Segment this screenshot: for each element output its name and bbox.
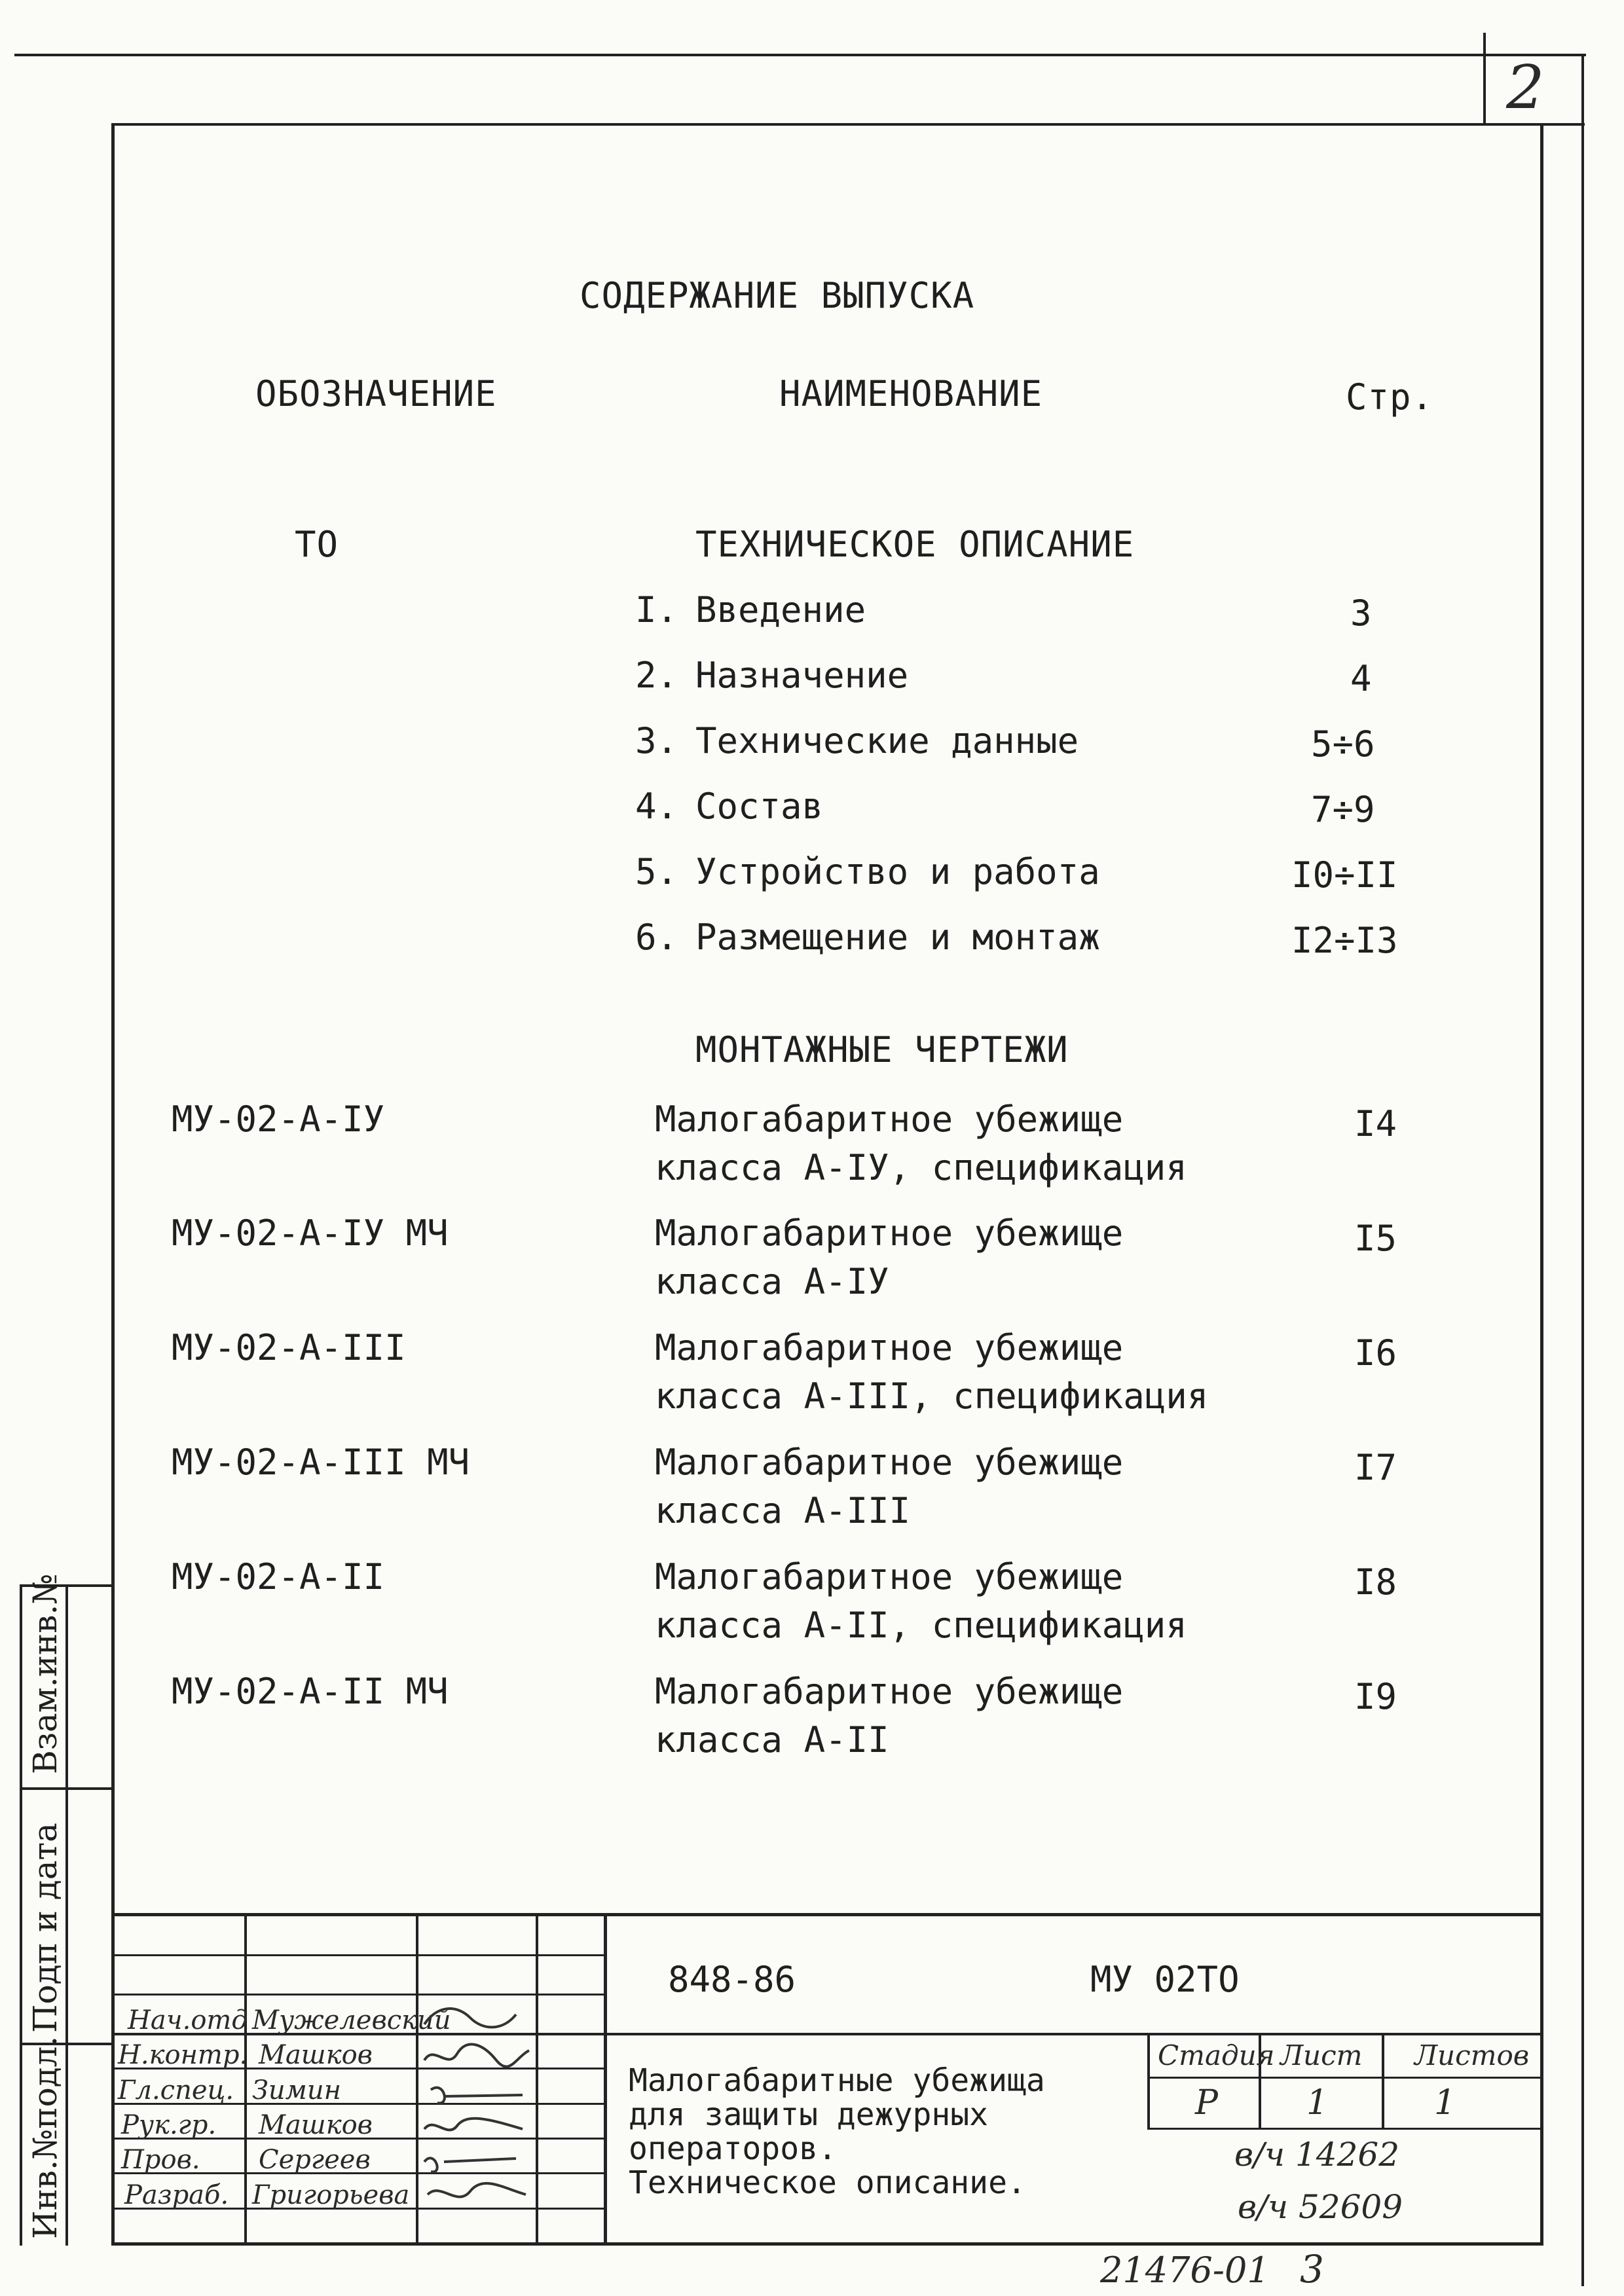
sheets-label: Листов xyxy=(1414,2039,1530,2071)
role-name: Мужелевский xyxy=(252,2005,451,2035)
tb-grid-h2 xyxy=(111,1994,604,1995)
drawing-page: I5 xyxy=(1354,1218,1397,1259)
drawing-page: I7 xyxy=(1354,1447,1397,1488)
stage-grid-v3 xyxy=(1382,2033,1384,2130)
list-item-page: I0÷II xyxy=(1291,854,1398,896)
sheet-label: Лист xyxy=(1280,2039,1363,2071)
doc-title-line4: Техническое описание. xyxy=(629,2164,1026,2201)
role-name: Григорьева xyxy=(252,2180,410,2210)
role-label: Нач.отд xyxy=(128,2005,248,2035)
list-item-number: 4. xyxy=(635,786,678,827)
side-stamp-sep-1 xyxy=(20,1787,115,1790)
role-name: Сергеев xyxy=(259,2145,371,2175)
page-title: СОДЕРЖАНИЕ ВЫПУСКА xyxy=(580,275,975,316)
drawing-name-line2: класса А-II xyxy=(655,1719,889,1760)
list-item-number: 5. xyxy=(635,851,678,892)
tb-mid-horizontal xyxy=(604,2033,1543,2035)
section2-title: МОНТАЖНЫЕ ЧЕРТЕЖИ xyxy=(695,1029,1069,1070)
list-item-label: Введение xyxy=(695,589,866,630)
drawing-code: МУ-02-А-II МЧ xyxy=(172,1671,449,1712)
stage-label: Стадия xyxy=(1158,2039,1275,2071)
header-name: НАИМЕНОВАНИЕ xyxy=(779,373,1043,414)
drawing-name-line1: Малогабаритное убежище xyxy=(655,1327,1124,1368)
inventory-number-1: в/ч 14262 xyxy=(1234,2136,1400,2174)
drawing-code: МУ-02-А-II xyxy=(172,1556,385,1597)
tb-main-vertical xyxy=(604,1913,607,2244)
list-item-number: 3. xyxy=(635,720,678,761)
inventory-number-2: в/ч 52609 xyxy=(1238,2188,1403,2226)
top-border xyxy=(14,54,1586,56)
role-label: Н.контр. xyxy=(118,2040,248,2070)
role-label: Рук.гр. xyxy=(121,2110,217,2140)
header-page: Стр. xyxy=(1346,376,1434,418)
list-item-page: 5÷6 xyxy=(1311,723,1375,765)
drawing-name-line2: класса А-II, спецификация xyxy=(655,1605,1187,1646)
list-item-number: 6. xyxy=(635,917,678,958)
drawing-name-line2: класса А-IУ, спецификация xyxy=(655,1147,1187,1188)
drawing-code: МУ-02-А-III МЧ xyxy=(172,1442,470,1483)
side-label-inv: Инв.№подл. xyxy=(26,2035,64,2239)
drawing-name-line1: Малогабаритное убежище xyxy=(655,1442,1124,1483)
list-item-label: Состав xyxy=(695,786,824,827)
list-item-page: I2÷I3 xyxy=(1291,920,1398,961)
sheet-value: 1 xyxy=(1306,2083,1329,2123)
drawing-name-line1: Малогабаритное убежище xyxy=(655,1556,1124,1597)
list-item-label: Технические данные xyxy=(695,720,1079,761)
tb-bottom xyxy=(111,2242,1543,2246)
left-border xyxy=(111,124,115,2246)
list-item-label: Назначение xyxy=(695,655,909,696)
signatures xyxy=(418,1998,536,2214)
role-label: Гл.спец. xyxy=(118,2075,234,2105)
drawing-page: I6 xyxy=(1354,1332,1397,1374)
list-item-label: Размещение и монтаж xyxy=(695,917,1100,958)
tb-grid-h1 xyxy=(111,1954,604,1956)
sheet-box-left xyxy=(1483,33,1486,124)
side-label-vzam: Взам.инв.№ xyxy=(26,1573,64,1774)
header-designation: ОБОЗНАЧЕНИЕ xyxy=(255,373,497,414)
tb-grid-v1 xyxy=(244,1913,247,2244)
drawing-code: МУ-02-А-IУ МЧ xyxy=(172,1212,449,1254)
sheet-number: 2 xyxy=(1506,52,1545,122)
drawing-name-line1: Малогабаритное убежище xyxy=(655,1099,1124,1140)
inner-top-border xyxy=(111,123,1545,126)
stage-value: Р xyxy=(1195,2083,1218,2123)
sheet-box-bottom xyxy=(1483,123,1585,126)
drawing-name-line2: класса А-IУ xyxy=(655,1261,889,1302)
role-name: Зимин xyxy=(252,2075,341,2105)
doc-title-line3: операторов. xyxy=(629,2130,837,2167)
role-label: Разраб. xyxy=(124,2180,229,2210)
sheets-value: 1 xyxy=(1434,2083,1456,2123)
section1-title: ТЕХНИЧЕСКОЕ ОПИСАНИЕ xyxy=(695,524,1135,565)
footer-page: 3 xyxy=(1300,2247,1324,2291)
footer-code: 21476-01 xyxy=(1100,2250,1270,2291)
drawing-page: I8 xyxy=(1354,1561,1397,1603)
project-number: 848-86 xyxy=(668,1959,796,2000)
section1-code: ТО xyxy=(295,524,339,565)
drawing-page: I4 xyxy=(1354,1103,1397,1144)
right-border xyxy=(1540,123,1543,2244)
drawing-code: МУ-02-А-III xyxy=(172,1327,406,1368)
list-item-label: Устройство и работа xyxy=(695,851,1100,892)
side-label-podp: Подп и дата xyxy=(26,1823,64,2033)
document-code: МУ 02ТО xyxy=(1090,1959,1240,2000)
list-item-page: 4 xyxy=(1350,658,1372,699)
drawing-name-line2: класса А-III xyxy=(655,1490,911,1531)
drawing-name-line1: Малогабаритное убежище xyxy=(655,1212,1124,1254)
stage-grid-h1 xyxy=(1147,2077,1543,2079)
far-right-border xyxy=(1581,54,1584,2286)
doc-title-line1: Малогабаритные убежища xyxy=(629,2062,1045,2099)
role-name: Машков xyxy=(259,2110,373,2140)
drawing-name-line2: класса А-III, спецификация xyxy=(655,1376,1209,1417)
tb-top xyxy=(111,1913,1543,1916)
side-stamp-divider xyxy=(65,1584,68,2246)
role-label: Пров. xyxy=(121,2145,200,2175)
role-name: Машков xyxy=(259,2040,373,2070)
doc-title-line2: для защиты дежурных xyxy=(629,2096,989,2133)
tb-grid-v3 xyxy=(536,1913,538,2244)
list-item-page: 7÷9 xyxy=(1311,789,1375,830)
list-item-number: 2. xyxy=(635,655,678,696)
list-item-page: 3 xyxy=(1350,592,1372,634)
stage-grid-h2 xyxy=(1147,2128,1543,2130)
list-item-number: I. xyxy=(635,589,678,630)
drawing-page: I9 xyxy=(1354,1676,1397,1717)
drawing-code: МУ-02-А-IУ xyxy=(172,1099,385,1140)
side-stamp-left xyxy=(20,1584,22,2246)
drawing-name-line1: Малогабаритное убежище xyxy=(655,1671,1124,1712)
stage-grid-left xyxy=(1147,2033,1150,2130)
